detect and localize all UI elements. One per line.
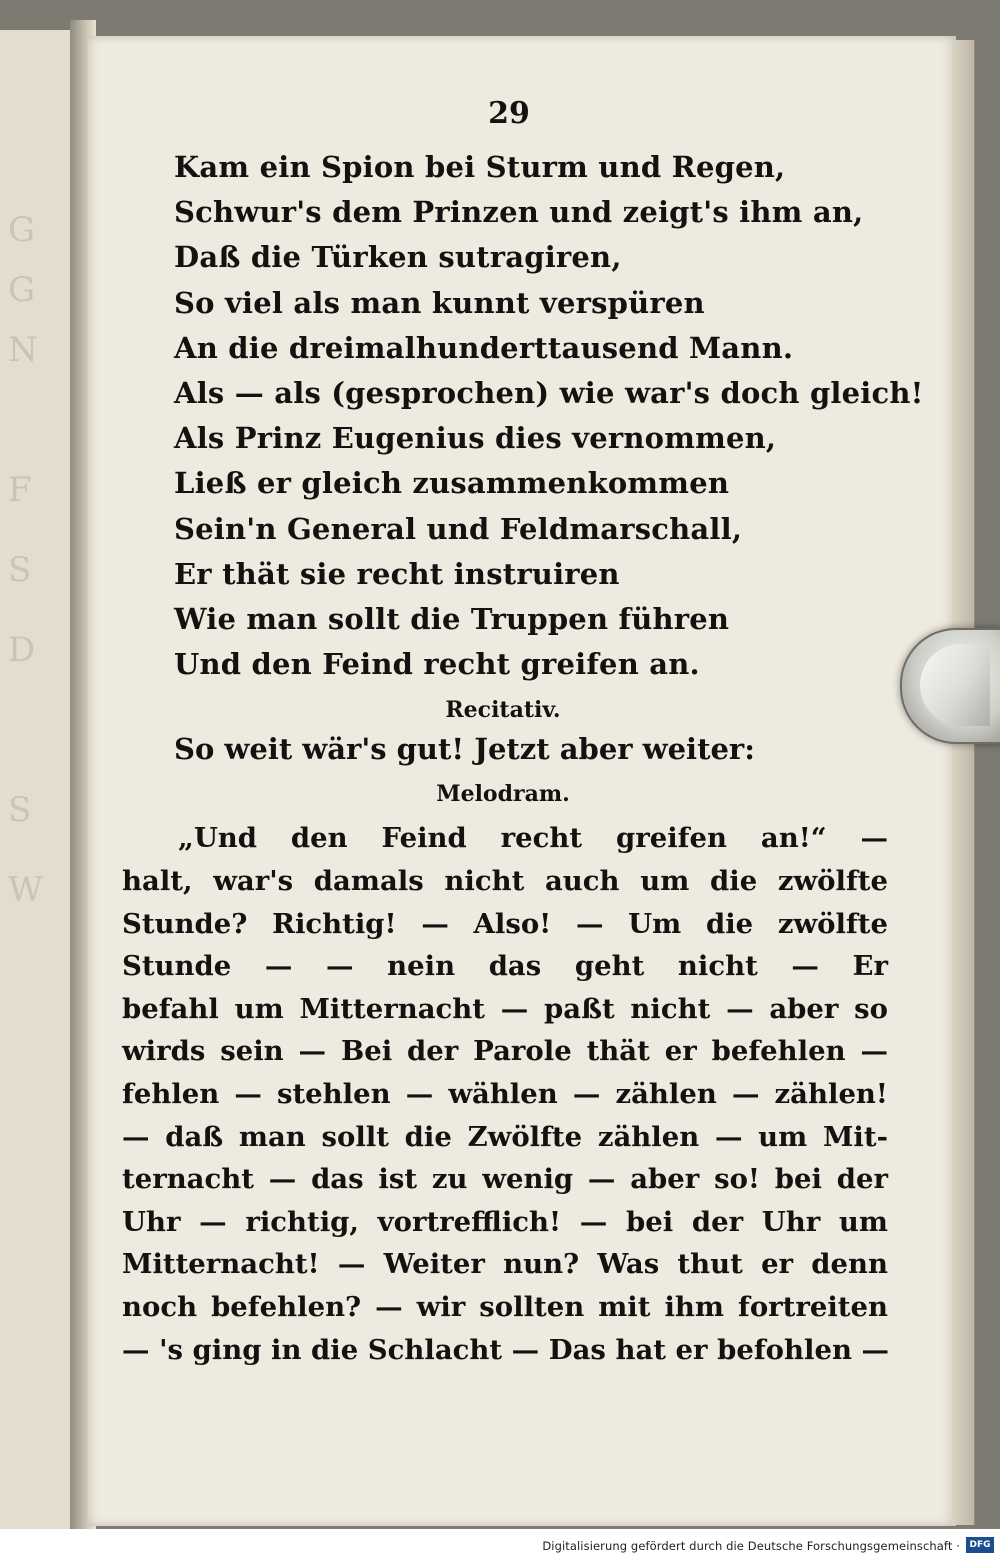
melodram-paragraph [118,817,888,1371]
verse-line: Als Prinz Eugenius dies vernommen, [174,421,777,456]
prose-line: wirds sein — Bei der Parole thät er befehlen — [122,1035,888,1068]
recitativ-line: So weit wär's gut! Jetzt aber weiter: [174,732,755,767]
prose-line: befahl um Mitternacht — paßt nicht — aber so [122,992,888,1025]
facing-page-edge: G G N F S D S W [0,30,80,1530]
prose-line: Uhr — richtig, vortrefflich! — bei der Uhr um [122,1205,888,1238]
prose-line: noch befehlen? — wir sollten mit ihm fortreiten [122,1290,888,1323]
page-number: 29 [488,96,530,131]
page-clip [900,628,1000,744]
dfg-logo: DFG [966,1537,994,1553]
funding-credit: Digitalisierung gefördert durch die Deutsche Forschungsgemeinschaft · [542,1539,960,1553]
prose-line: fehlen — stehlen — wählen — zählen — zählen! [122,1078,888,1110]
verse-line: Und den Feind recht greifen an. [174,647,700,682]
stage-direction-recitativ: Recitativ. [445,697,561,724]
verse-line: Daß die Türken sutragiren, [174,240,622,275]
verse-line: Wie man sollt die Truppen führen [174,602,730,637]
verse-line: Ließ er gleich zusammenkommen [174,466,730,501]
prose-line: Stunde — — nein das geht nicht — Er [122,950,888,983]
page-edge-stack [952,40,975,1525]
verse-line: Kam ein Spion bei Sturm und Regen, [174,150,786,184]
prose-line: „Und den Feind recht greifen an!“ — [178,822,888,855]
verse-line: Als — als (gesprochen) wie war's doch gleich! [174,376,924,411]
clip-highlight [920,644,990,726]
prose-line: — 's ging in die Schlacht — Das hat er befohlen — [122,1333,890,1366]
verse-block [118,145,924,687]
footer-bar [0,1529,1000,1559]
prose-line: — daß man sollt die Zwölfte zählen — um Mit- [122,1120,888,1153]
verse-line: Er thät sie recht instruiren [174,556,620,591]
prose-line: halt, war's damals nicht auch um die zwölfte [122,865,888,898]
stage-direction-melodram: Melodram. [436,781,570,808]
verse-line: Sein'n General und Feldmarschall, [174,511,743,546]
verse-line: So viel als man kunnt verspüren [174,285,705,320]
prose-line: ternacht — das ist zu wenig — aber so! bei der [122,1163,888,1196]
prose-line: Mitternacht! — Weiter nun? Was thut er denn [122,1248,888,1281]
verse-line: An die dreimalhunderttausend Mann. [174,330,794,365]
verse-line: Schwur's dem Prinzen und zeigt's ihm an, [174,195,864,230]
prose-line: Stunde? Richtig! — Also! — Um die zwölfte [122,907,888,940]
page-text [118,96,924,1371]
